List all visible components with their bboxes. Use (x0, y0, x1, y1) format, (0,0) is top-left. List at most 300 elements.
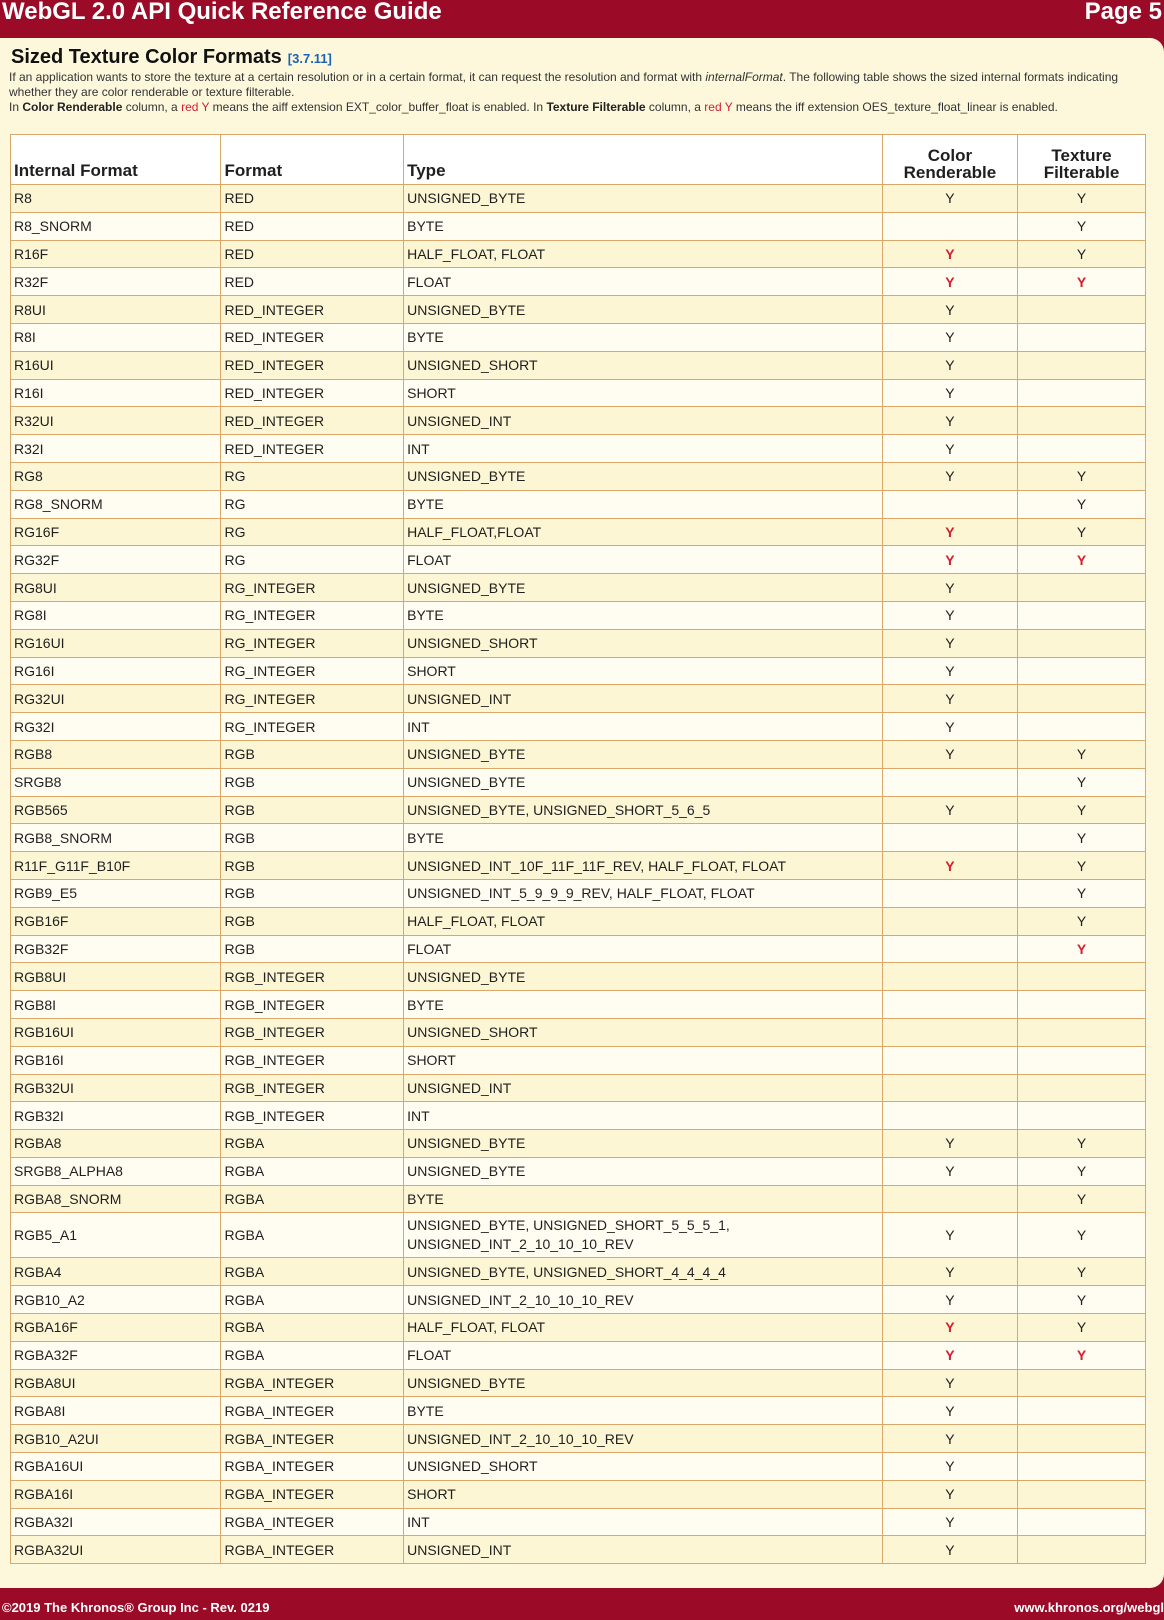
cell-format: RED (221, 185, 404, 213)
cell-internal-format: RGB10_A2 (11, 1286, 221, 1314)
table-row (11, 212, 1146, 240)
cell-texture-filterable (1018, 713, 1146, 741)
cell-format: RGB (221, 740, 404, 768)
table-row (11, 1397, 1146, 1425)
cell-texture-filterable (1018, 657, 1146, 685)
cell-texture-filterable (1018, 407, 1146, 435)
cell-type: UNSIGNED_INT (404, 685, 883, 713)
cell-format: RED (221, 212, 404, 240)
cell-internal-format: RGBA32I (11, 1508, 221, 1536)
table-header-row (11, 135, 1146, 185)
cell-internal-format: RGBA8I (11, 1397, 221, 1425)
cell-internal-format: RG16UI (11, 629, 221, 657)
cell-type: UNSIGNED_SHORT (404, 1453, 883, 1481)
cell-type: FLOAT (404, 1341, 883, 1369)
table-row (11, 435, 1146, 463)
header-internal-format: Internal Format (11, 135, 221, 185)
cell-color-renderable: Y (882, 435, 1017, 463)
header-type: Type (404, 135, 883, 185)
cell-type: BYTE (404, 1397, 883, 1425)
cell-type: SHORT (404, 1046, 883, 1074)
cell-internal-format: RGBA8UI (11, 1369, 221, 1397)
cell-color-renderable: Y (882, 296, 1017, 324)
table-row (11, 268, 1146, 296)
cell-texture-filterable (1018, 601, 1146, 629)
cell-color-renderable: Y (882, 546, 1017, 574)
cell-color-renderable: Y (882, 601, 1017, 629)
cell-internal-format: SRGB8_ALPHA8 (11, 1157, 221, 1185)
cell-type: UNSIGNED_BYTE (404, 1157, 883, 1185)
cell-internal-format: R32UI (11, 407, 221, 435)
cell-internal-format: RG8UI (11, 574, 221, 602)
cell-color-renderable: Y (882, 462, 1017, 490)
cell-texture-filterable (1018, 379, 1146, 407)
cell-type: BYTE (404, 824, 883, 852)
cell-internal-format: R16F (11, 240, 221, 268)
cell-color-renderable (882, 907, 1017, 935)
cell-color-renderable (882, 1018, 1017, 1046)
cell-texture-filterable: Y (1018, 879, 1146, 907)
table-row (11, 629, 1146, 657)
table-row (11, 462, 1146, 490)
cell-internal-format: RGB32UI (11, 1074, 221, 1102)
cell-color-renderable: Y (882, 240, 1017, 268)
footer-bar (0, 1596, 1164, 1620)
cell-format: RED_INTEGER (221, 351, 404, 379)
cell-format: RG_INTEGER (221, 601, 404, 629)
cell-color-renderable: Y (882, 518, 1017, 546)
cell-texture-filterable (1018, 1369, 1146, 1397)
cell-format: RGB (221, 879, 404, 907)
cell-color-renderable: Y (882, 1213, 1017, 1258)
cell-texture-filterable (1018, 351, 1146, 379)
table-row (11, 1369, 1146, 1397)
cell-type: UNSIGNED_INT_2_10_10_10_REV (404, 1425, 883, 1453)
section-ref-link[interactable]: [3.7.11] (287, 51, 332, 66)
cell-internal-format: RGBA16UI (11, 1453, 221, 1481)
cell-texture-filterable (1018, 685, 1146, 713)
cell-type: HALF_FLOAT, FLOAT (404, 240, 883, 268)
cell-format: RGB (221, 852, 404, 880)
cell-color-renderable: Y (882, 1341, 1017, 1369)
cell-format: RGB (221, 768, 404, 796)
cell-color-renderable (882, 935, 1017, 963)
cell-color-renderable (882, 768, 1017, 796)
cell-format: RGB_INTEGER (221, 963, 404, 991)
cell-format: RGB (221, 907, 404, 935)
cell-type: UNSIGNED_BYTE (404, 185, 883, 213)
cell-internal-format: R8UI (11, 296, 221, 324)
cell-format: RGBA_INTEGER (221, 1397, 404, 1425)
cell-internal-format: RG8I (11, 601, 221, 629)
cell-format: RGB_INTEGER (221, 1074, 404, 1102)
cell-color-renderable (882, 824, 1017, 852)
table-row (11, 518, 1146, 546)
cell-type: UNSIGNED_SHORT (404, 1018, 883, 1046)
table-row (11, 546, 1146, 574)
cell-format: RG (221, 490, 404, 518)
table-row (11, 657, 1146, 685)
cell-type: UNSIGNED_INT (404, 407, 883, 435)
cell-format: RG_INTEGER (221, 574, 404, 602)
cell-type: UNSIGNED_BYTE (404, 462, 883, 490)
cell-texture-filterable (1018, 296, 1146, 324)
cell-internal-format: R32F (11, 268, 221, 296)
cell-color-renderable: Y (882, 1258, 1017, 1286)
cell-type: BYTE (404, 601, 883, 629)
cell-internal-format: RGB32F (11, 935, 221, 963)
cell-type: HALF_FLOAT, FLOAT (404, 1314, 883, 1342)
cell-texture-filterable: Y (1018, 212, 1146, 240)
cell-texture-filterable: Y (1018, 490, 1146, 518)
cell-format: RGBA (221, 1213, 404, 1258)
cell-type: UNSIGNED_BYTE (404, 963, 883, 991)
table-row (11, 1130, 1146, 1158)
cell-texture-filterable (1018, 1453, 1146, 1481)
cell-internal-format: R16I (11, 379, 221, 407)
section-title (11, 46, 332, 69)
table-row (11, 740, 1146, 768)
table-row (11, 1536, 1146, 1564)
cell-texture-filterable: Y (1018, 1341, 1146, 1369)
table-row (11, 1341, 1146, 1369)
cell-type: UNSIGNED_SHORT (404, 629, 883, 657)
cell-format: RGBA_INTEGER (221, 1480, 404, 1508)
cell-type: BYTE (404, 1185, 883, 1213)
cell-texture-filterable: Y (1018, 185, 1146, 213)
section-description (9, 70, 1149, 115)
cell-color-renderable (882, 1046, 1017, 1074)
table-row (11, 379, 1146, 407)
table-row (11, 1046, 1146, 1074)
cell-format: RGBA_INTEGER (221, 1508, 404, 1536)
table-body (11, 185, 1146, 1564)
table-row (11, 574, 1146, 602)
cell-texture-filterable (1018, 1397, 1146, 1425)
table-row (11, 1480, 1146, 1508)
cell-color-renderable (882, 490, 1017, 518)
cell-format: RG_INTEGER (221, 713, 404, 741)
table-row (11, 323, 1146, 351)
cell-internal-format: R32I (11, 435, 221, 463)
cell-format: RGBA_INTEGER (221, 1536, 404, 1564)
cell-type: SHORT (404, 657, 883, 685)
cell-format: RG_INTEGER (221, 657, 404, 685)
cell-type: UNSIGNED_INT_2_10_10_10_REV (404, 1286, 883, 1314)
cell-texture-filterable (1018, 963, 1146, 991)
cell-format: RED (221, 268, 404, 296)
cell-format: RGBA (221, 1130, 404, 1158)
cell-internal-format: RGB565 (11, 796, 221, 824)
cell-format: RGB_INTEGER (221, 991, 404, 1019)
cell-format: RGBA (221, 1314, 404, 1342)
cell-texture-filterable: Y (1018, 1157, 1146, 1185)
cell-texture-filterable (1018, 323, 1146, 351)
copyright: ©2019 The Khronos® Group Inc - Rev. 0219 (2, 1600, 270, 1615)
cell-texture-filterable: Y (1018, 268, 1146, 296)
cell-type: UNSIGNED_INT_5_9_9_9_REV, HALF_FLOAT, FLOAT (404, 879, 883, 907)
description-line-1: If an application wants to store the texture at a certain resolution or in a certain format, it can request the resolution and format with internalFormat. The following table shows the sized internal formats indicating whether they are color renderable or texture filterable. (9, 70, 1119, 99)
cell-texture-filterable: Y (1018, 852, 1146, 880)
cell-format: RGB_INTEGER (221, 1102, 404, 1130)
cell-texture-filterable: Y (1018, 1213, 1146, 1258)
cell-internal-format: RGBA4 (11, 1258, 221, 1286)
cell-color-renderable: Y (882, 407, 1017, 435)
cell-type: HALF_FLOAT, FLOAT (404, 907, 883, 935)
cell-format: RGB_INTEGER (221, 1018, 404, 1046)
cell-type: BYTE (404, 991, 883, 1019)
cell-color-renderable: Y (882, 379, 1017, 407)
cell-type: BYTE (404, 323, 883, 351)
cell-format: RGBA_INTEGER (221, 1369, 404, 1397)
description-line-2: In Color Renderable column, a red Y means the aiff extension EXT_color_buffer_float is enabled. In Texture Filterable column, a red Y means the iff extension OES_texture_float_linear is enabled. (9, 100, 1058, 114)
cell-texture-filterable: Y (1018, 1185, 1146, 1213)
cell-internal-format: R16UI (11, 351, 221, 379)
cell-texture-filterable (1018, 574, 1146, 602)
cell-color-renderable: Y (882, 351, 1017, 379)
table-row (11, 1074, 1146, 1102)
cell-texture-filterable (1018, 629, 1146, 657)
table-row (11, 1213, 1146, 1258)
cell-type: FLOAT (404, 546, 883, 574)
cell-texture-filterable: Y (1018, 1286, 1146, 1314)
cell-color-renderable: Y (882, 1453, 1017, 1481)
cell-type: INT (404, 713, 883, 741)
cell-internal-format: R8_SNORM (11, 212, 221, 240)
table-row (11, 907, 1146, 935)
table-row (11, 1185, 1146, 1213)
table-row (11, 1018, 1146, 1046)
cell-format: RGBA (221, 1258, 404, 1286)
table-row (11, 1453, 1146, 1481)
cell-color-renderable: Y (882, 1480, 1017, 1508)
cell-type: UNSIGNED_BYTE, UNSIGNED_SHORT_5_5_5_1, UNSIGNED_INT_2_10_10_10_REV (404, 1213, 883, 1258)
cell-format: RED_INTEGER (221, 435, 404, 463)
cell-format: RGBA (221, 1185, 404, 1213)
cell-format: RGBA_INTEGER (221, 1453, 404, 1481)
cell-internal-format: SRGB8 (11, 768, 221, 796)
cell-type: UNSIGNED_BYTE (404, 296, 883, 324)
cell-texture-filterable (1018, 1074, 1146, 1102)
cell-format: RG_INTEGER (221, 629, 404, 657)
cell-internal-format: RG32UI (11, 685, 221, 713)
cell-format: RED_INTEGER (221, 296, 404, 324)
cell-color-renderable: Y (882, 685, 1017, 713)
cell-format: RG_INTEGER (221, 685, 404, 713)
header-color-renderable: Color Renderable (882, 135, 1017, 185)
table-row (11, 963, 1146, 991)
cell-color-renderable: Y (882, 1536, 1017, 1564)
cell-type: UNSIGNED_SHORT (404, 351, 883, 379)
cell-color-renderable: Y (882, 1508, 1017, 1536)
cell-color-renderable: Y (882, 713, 1017, 741)
table-row (11, 1425, 1146, 1453)
cell-texture-filterable (1018, 1425, 1146, 1453)
table-row (11, 768, 1146, 796)
cell-texture-filterable (1018, 1536, 1146, 1564)
formats-table (10, 134, 1146, 1564)
cell-color-renderable: Y (882, 574, 1017, 602)
table-row (11, 935, 1146, 963)
cell-texture-filterable: Y (1018, 740, 1146, 768)
cell-type: INT (404, 435, 883, 463)
header-bar (0, 0, 1164, 36)
table-row (11, 713, 1146, 741)
cell-internal-format: RGB10_A2UI (11, 1425, 221, 1453)
cell-internal-format: RGBA16F (11, 1314, 221, 1342)
cell-type: FLOAT (404, 935, 883, 963)
cell-internal-format: RGB5_A1 (11, 1213, 221, 1258)
cell-internal-format: RGB8 (11, 740, 221, 768)
cell-color-renderable (882, 879, 1017, 907)
cell-texture-filterable (1018, 1102, 1146, 1130)
cell-format: RG (221, 462, 404, 490)
cell-internal-format: RGB16F (11, 907, 221, 935)
cell-format: RED_INTEGER (221, 379, 404, 407)
cell-type: SHORT (404, 379, 883, 407)
cell-color-renderable (882, 1185, 1017, 1213)
cell-texture-filterable: Y (1018, 1130, 1146, 1158)
cell-texture-filterable (1018, 1046, 1146, 1074)
cell-color-renderable: Y (882, 1425, 1017, 1453)
cell-internal-format: R8I (11, 323, 221, 351)
cell-internal-format: RG16I (11, 657, 221, 685)
cell-internal-format: RGBA8 (11, 1130, 221, 1158)
cell-type: UNSIGNED_BYTE, UNSIGNED_SHORT_5_6_5 (404, 796, 883, 824)
cell-texture-filterable (1018, 991, 1146, 1019)
cell-internal-format: RG32I (11, 713, 221, 741)
cell-texture-filterable: Y (1018, 768, 1146, 796)
cell-type: BYTE (404, 212, 883, 240)
cell-format: RED (221, 240, 404, 268)
cell-color-renderable: Y (882, 268, 1017, 296)
table-row (11, 1258, 1146, 1286)
header-format: Format (221, 135, 404, 185)
cell-texture-filterable: Y (1018, 518, 1146, 546)
cell-color-renderable: Y (882, 796, 1017, 824)
cell-texture-filterable (1018, 1508, 1146, 1536)
cell-type: UNSIGNED_BYTE (404, 768, 883, 796)
cell-internal-format: RGBA32UI (11, 1536, 221, 1564)
cell-texture-filterable: Y (1018, 462, 1146, 490)
cell-texture-filterable: Y (1018, 240, 1146, 268)
cell-format: RED_INTEGER (221, 323, 404, 351)
cell-internal-format: RGBA16I (11, 1480, 221, 1508)
cell-format: RG (221, 546, 404, 574)
cell-color-renderable: Y (882, 1314, 1017, 1342)
table-row (11, 879, 1146, 907)
cell-texture-filterable: Y (1018, 935, 1146, 963)
cell-internal-format: RG16F (11, 518, 221, 546)
cell-texture-filterable (1018, 1480, 1146, 1508)
cell-format: RGB_INTEGER (221, 1046, 404, 1074)
table-row (11, 1508, 1146, 1536)
cell-format: RGBA (221, 1341, 404, 1369)
cell-color-renderable: Y (882, 657, 1017, 685)
cell-color-renderable (882, 1074, 1017, 1102)
cell-color-renderable: Y (882, 740, 1017, 768)
cell-format: RED_INTEGER (221, 407, 404, 435)
cell-internal-format: RGB16UI (11, 1018, 221, 1046)
cell-internal-format: RGB16I (11, 1046, 221, 1074)
cell-format: RGB (221, 935, 404, 963)
cell-color-renderable: Y (882, 185, 1017, 213)
cell-color-renderable: Y (882, 1157, 1017, 1185)
cell-internal-format: RGB8UI (11, 963, 221, 991)
cell-type: SHORT (404, 1480, 883, 1508)
table-row (11, 1286, 1146, 1314)
cell-internal-format: RG32F (11, 546, 221, 574)
cell-texture-filterable: Y (1018, 824, 1146, 852)
table-row (11, 824, 1146, 852)
cell-type: UNSIGNED_BYTE (404, 574, 883, 602)
cell-type: UNSIGNED_BYTE (404, 740, 883, 768)
table-row (11, 240, 1146, 268)
cell-type: UNSIGNED_BYTE (404, 1130, 883, 1158)
cell-color-renderable (882, 963, 1017, 991)
cell-internal-format: RGB8_SNORM (11, 824, 221, 852)
formats-table-wrapper (10, 134, 1146, 1564)
cell-texture-filterable: Y (1018, 1314, 1146, 1342)
cell-color-renderable: Y (882, 1369, 1017, 1397)
cell-type: UNSIGNED_BYTE, UNSIGNED_SHORT_4_4_4_4 (404, 1258, 883, 1286)
cell-color-renderable (882, 212, 1017, 240)
table-row (11, 296, 1146, 324)
cell-type: FLOAT (404, 268, 883, 296)
cell-color-renderable: Y (882, 1397, 1017, 1425)
cell-format: RGB (221, 824, 404, 852)
cell-format: RGBA (221, 1157, 404, 1185)
table-row (11, 1314, 1146, 1342)
cell-internal-format: RGB8I (11, 991, 221, 1019)
guide-title: WebGL 2.0 API Quick Reference Guide (2, 0, 442, 25)
content-panel (0, 38, 1164, 1588)
cell-type: BYTE (404, 490, 883, 518)
cell-format: RG (221, 518, 404, 546)
cell-color-renderable: Y (882, 323, 1017, 351)
table-row (11, 852, 1146, 880)
cell-type: INT (404, 1508, 883, 1536)
cell-internal-format: RGBA8_SNORM (11, 1185, 221, 1213)
cell-format: RGBA_INTEGER (221, 1425, 404, 1453)
cell-texture-filterable: Y (1018, 546, 1146, 574)
cell-internal-format: RGB32I (11, 1102, 221, 1130)
cell-texture-filterable: Y (1018, 907, 1146, 935)
cell-type: UNSIGNED_INT (404, 1536, 883, 1564)
cell-texture-filterable: Y (1018, 1258, 1146, 1286)
table-row (11, 601, 1146, 629)
cell-type: UNSIGNED_BYTE (404, 1369, 883, 1397)
page-number: Page 5 (1084, 0, 1162, 25)
table-row (11, 351, 1146, 379)
table-row (11, 490, 1146, 518)
cell-internal-format: RGBA32F (11, 1341, 221, 1369)
cell-texture-filterable: Y (1018, 796, 1146, 824)
cell-internal-format: RG8_SNORM (11, 490, 221, 518)
cell-internal-format: RG8 (11, 462, 221, 490)
table-row (11, 991, 1146, 1019)
cell-texture-filterable (1018, 435, 1146, 463)
cell-color-renderable: Y (882, 1286, 1017, 1314)
cell-internal-format: R8 (11, 185, 221, 213)
table-row (11, 1157, 1146, 1185)
header-texture-filterable: Texture Filterable (1018, 135, 1146, 185)
footer-url[interactable]: www.khronos.org/webgl (1014, 1600, 1164, 1615)
cell-type: INT (404, 1102, 883, 1130)
cell-color-renderable: Y (882, 629, 1017, 657)
cell-texture-filterable (1018, 1018, 1146, 1046)
table-row (11, 685, 1146, 713)
